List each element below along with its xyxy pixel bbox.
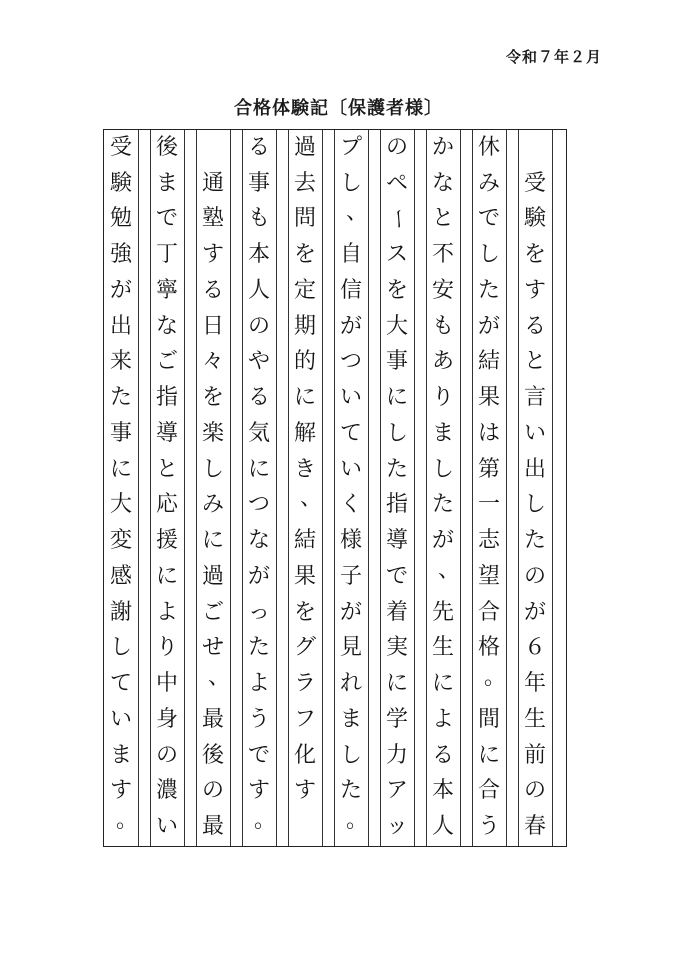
essay-character: み xyxy=(477,170,500,196)
essay-character: 大 xyxy=(385,313,408,339)
essay-character: 事 xyxy=(247,170,270,196)
essay-character: ア xyxy=(385,778,408,804)
essay-character: ペ xyxy=(385,170,408,196)
essay-character: 援 xyxy=(155,528,178,554)
essay-character: す xyxy=(109,778,132,804)
essay-character: た xyxy=(385,456,408,482)
essay-character: ご xyxy=(201,599,224,625)
essay-character: し xyxy=(109,635,132,661)
essay-character: く xyxy=(339,492,362,518)
essay-character: 事 xyxy=(109,420,132,446)
essay-character: す xyxy=(247,778,270,804)
essay-character: で xyxy=(477,206,500,232)
essay-character: 。 xyxy=(483,665,506,691)
essay-character: 着 xyxy=(385,599,408,625)
essay-character: せ xyxy=(201,635,224,661)
essay-character: フ xyxy=(293,706,316,732)
manuscript-grid xyxy=(103,129,567,847)
essay-character: に xyxy=(109,456,132,482)
essay-character: 受 xyxy=(523,170,546,196)
essay-character: 気 xyxy=(247,420,270,446)
essay-character: 休 xyxy=(477,134,500,160)
essay-character: て xyxy=(109,671,132,697)
essay-character: 実 xyxy=(385,635,408,661)
date-label: 令和７年２月 xyxy=(506,48,603,66)
essay-character: 出 xyxy=(109,313,132,339)
essay-character: た xyxy=(109,385,132,411)
essay-character xyxy=(518,131,552,165)
essay-character: 信 xyxy=(339,277,362,303)
essay-character: が xyxy=(247,563,270,589)
essay-character: の xyxy=(385,134,408,160)
essay-character: あ xyxy=(431,349,454,375)
essay-character: 間 xyxy=(477,706,500,732)
essay-character: 指 xyxy=(155,385,178,411)
essay-character: 定 xyxy=(293,277,316,303)
essay-character: よ xyxy=(431,706,454,732)
essay-character: 、 xyxy=(345,200,368,226)
essay-character: ッ xyxy=(385,814,408,840)
essay-character: て xyxy=(339,420,362,446)
essay-character: れ xyxy=(339,671,362,697)
essay-character: に xyxy=(155,563,178,589)
essay-character: 言 xyxy=(523,385,546,411)
essay-character: 事 xyxy=(385,349,408,375)
essay-character: た xyxy=(477,277,500,303)
essay-character: ス xyxy=(385,242,408,268)
essay-character: 問 xyxy=(293,206,316,232)
essay-character: に xyxy=(385,385,408,411)
essay-character: 合 xyxy=(477,599,500,625)
essay-character: に xyxy=(385,671,408,697)
essay-character: か xyxy=(431,134,454,160)
essay-character: 様 xyxy=(339,528,362,554)
essay-character: 身 xyxy=(155,706,178,732)
essay-character: い xyxy=(109,706,132,732)
essay-character: ラ xyxy=(293,671,316,697)
essay-character: グ xyxy=(293,635,316,661)
essay-character: い xyxy=(523,420,546,446)
essay-character: り xyxy=(155,635,178,661)
essay-character: 結 xyxy=(477,349,500,375)
essay-character: に xyxy=(201,528,224,554)
essay-character: を xyxy=(385,277,408,303)
essay-character: に xyxy=(477,742,500,768)
essay-character: 丁 xyxy=(155,242,178,268)
essay-character: す xyxy=(201,242,224,268)
essay-character: 合 xyxy=(477,778,500,804)
essay-character: の xyxy=(523,778,546,804)
essay-character: に xyxy=(431,671,454,697)
essay-character: つ xyxy=(339,349,362,375)
essay-character: 強 xyxy=(109,242,132,268)
essay-character: と xyxy=(431,206,454,232)
essay-character: と xyxy=(155,456,178,482)
essay-character: が xyxy=(431,528,454,554)
essay-character: 不 xyxy=(431,242,454,268)
essay-character: 、 xyxy=(299,486,322,512)
essay-character: 子 xyxy=(339,563,362,589)
essay-character: 導 xyxy=(155,420,178,446)
essay-character: ま xyxy=(155,170,178,196)
essay-character: し xyxy=(431,456,454,482)
essay-character: ま xyxy=(109,742,132,768)
essay-character: を xyxy=(293,599,316,625)
essay-character: が xyxy=(523,599,546,625)
essay-character: 濃 xyxy=(155,778,178,804)
essay-character: 期 xyxy=(293,313,316,339)
essay-character: 安 xyxy=(431,277,454,303)
essay-character: 学 xyxy=(385,706,408,732)
essay-character: に xyxy=(247,456,270,482)
essay-character: 勉 xyxy=(109,206,132,232)
essay-character: 受 xyxy=(109,134,132,160)
essay-character: 生 xyxy=(431,635,454,661)
essay-character: る xyxy=(431,742,454,768)
essay-character: に xyxy=(293,385,316,411)
essay-character: 先 xyxy=(431,599,454,625)
essay-character: 年 xyxy=(523,671,546,697)
essay-character: 通 xyxy=(201,170,224,196)
essay-character: 結 xyxy=(293,528,316,554)
essay-character: る xyxy=(247,134,270,160)
essay-character: 一 xyxy=(477,492,500,518)
essay-character: 力 xyxy=(385,742,408,768)
essay-character: ー xyxy=(385,208,410,231)
essay-character: と xyxy=(523,349,546,375)
essay-character: た xyxy=(523,528,546,554)
essay-character: 過 xyxy=(293,134,316,160)
essay-character: み xyxy=(201,492,224,518)
essay-character: 導 xyxy=(385,528,408,554)
essay-character: や xyxy=(247,349,270,375)
essay-character: 来 xyxy=(109,349,132,375)
essay-character: よ xyxy=(247,671,270,697)
essay-character: 々 xyxy=(201,349,224,375)
essay-character: 謝 xyxy=(109,599,132,625)
essay-character: う xyxy=(477,814,500,840)
essay-character xyxy=(196,131,230,165)
essay-character: い xyxy=(339,456,362,482)
essay-character: る xyxy=(247,385,270,411)
essay-character: い xyxy=(339,385,362,411)
essay-character: る xyxy=(201,277,224,303)
essay-character: ま xyxy=(339,706,362,732)
essay-character: し xyxy=(477,242,500,268)
essay-character: 寧 xyxy=(155,277,178,303)
essay-character: が xyxy=(109,277,132,303)
essay-character: を xyxy=(523,242,546,268)
essay-character: は xyxy=(477,420,500,446)
essay-character: な xyxy=(247,528,270,554)
essay-character: 大 xyxy=(109,492,132,518)
essay-character: 験 xyxy=(109,170,132,196)
essay-character: き xyxy=(293,456,316,482)
essay-character: が xyxy=(339,599,362,625)
essay-character: 。 xyxy=(253,808,276,834)
essay-character: ６ xyxy=(523,635,546,661)
essay-character: 解 xyxy=(293,420,316,446)
page-title: 合格体験記〔保護者様〕 xyxy=(234,98,443,119)
essay-character: た xyxy=(431,492,454,518)
essay-character: 最 xyxy=(201,706,224,732)
essay-character: 楽 xyxy=(201,420,224,446)
essay-character: 的 xyxy=(293,349,316,375)
essay-character: を xyxy=(201,385,224,411)
essay-character: 果 xyxy=(293,563,316,589)
essay-character: 志 xyxy=(477,528,500,554)
essay-character: 後 xyxy=(201,742,224,768)
essay-character: 前 xyxy=(523,742,546,768)
essay-character: で xyxy=(247,742,270,768)
essay-character: う xyxy=(247,706,270,732)
essay-character: し xyxy=(201,456,224,482)
essay-character: 人 xyxy=(247,277,270,303)
essay-character: 生 xyxy=(523,706,546,732)
essay-character: の xyxy=(155,742,178,768)
essay-character: る xyxy=(523,313,546,339)
essay-character: す xyxy=(293,778,316,804)
essay-character: 化 xyxy=(293,742,316,768)
essay-character: り xyxy=(431,385,454,411)
essay-character: 過 xyxy=(201,563,224,589)
essay-character: っ xyxy=(247,599,270,625)
essay-character: た xyxy=(247,635,270,661)
essay-character: プ xyxy=(339,134,362,160)
essay-character: が xyxy=(339,313,362,339)
essay-character: な xyxy=(155,313,178,339)
essay-character: 感 xyxy=(109,563,132,589)
essay-character: 後 xyxy=(155,134,178,160)
essay-character: 自 xyxy=(339,242,362,268)
essay-character: 。 xyxy=(115,808,138,834)
essay-character: 応 xyxy=(155,492,178,518)
essay-character: す xyxy=(523,277,546,303)
essay-character: 人 xyxy=(431,814,454,840)
essay-character: 本 xyxy=(247,242,270,268)
essay-character: 望 xyxy=(477,563,500,589)
essay-character: 果 xyxy=(477,385,500,411)
essay-character: し xyxy=(339,170,362,196)
essay-character: 験 xyxy=(523,206,546,232)
essay-character: も xyxy=(247,206,270,232)
essay-character: い xyxy=(155,814,178,840)
essay-character: し xyxy=(339,742,362,768)
essay-character: の xyxy=(247,313,270,339)
essay-character: の xyxy=(523,563,546,589)
essay-character: 第 xyxy=(477,456,500,482)
essay-character: が xyxy=(477,313,500,339)
essay-character: も xyxy=(431,313,454,339)
essay-character: 本 xyxy=(431,778,454,804)
essay-character: を xyxy=(293,242,316,268)
essay-character: よ xyxy=(155,599,178,625)
essay-character: 、 xyxy=(207,665,230,691)
essay-character: 日 xyxy=(201,313,224,339)
essay-character: 塾 xyxy=(201,206,224,232)
essay-character: 最 xyxy=(201,814,224,840)
essay-character: し xyxy=(385,420,408,446)
essay-character: で xyxy=(155,206,178,232)
essay-character: 格 xyxy=(477,635,500,661)
essay-character: 変 xyxy=(109,528,132,554)
essay-character: 中 xyxy=(155,671,178,697)
essay-character: 指 xyxy=(385,492,408,518)
essay-character: し xyxy=(523,492,546,518)
essay-character: 出 xyxy=(523,456,546,482)
essay-character: た xyxy=(339,778,362,804)
essay-character: 去 xyxy=(293,170,316,196)
essay-character: 見 xyxy=(339,635,362,661)
essay-character: の xyxy=(201,778,224,804)
essay-character: ご xyxy=(155,349,178,375)
essay-character: 、 xyxy=(437,557,460,583)
essay-character: な xyxy=(431,170,454,196)
essay-character: で xyxy=(385,563,408,589)
essay-character: ま xyxy=(431,420,454,446)
essay-character: つ xyxy=(247,492,270,518)
essay-character: 。 xyxy=(345,808,368,834)
essay-character: 春 xyxy=(523,814,546,840)
